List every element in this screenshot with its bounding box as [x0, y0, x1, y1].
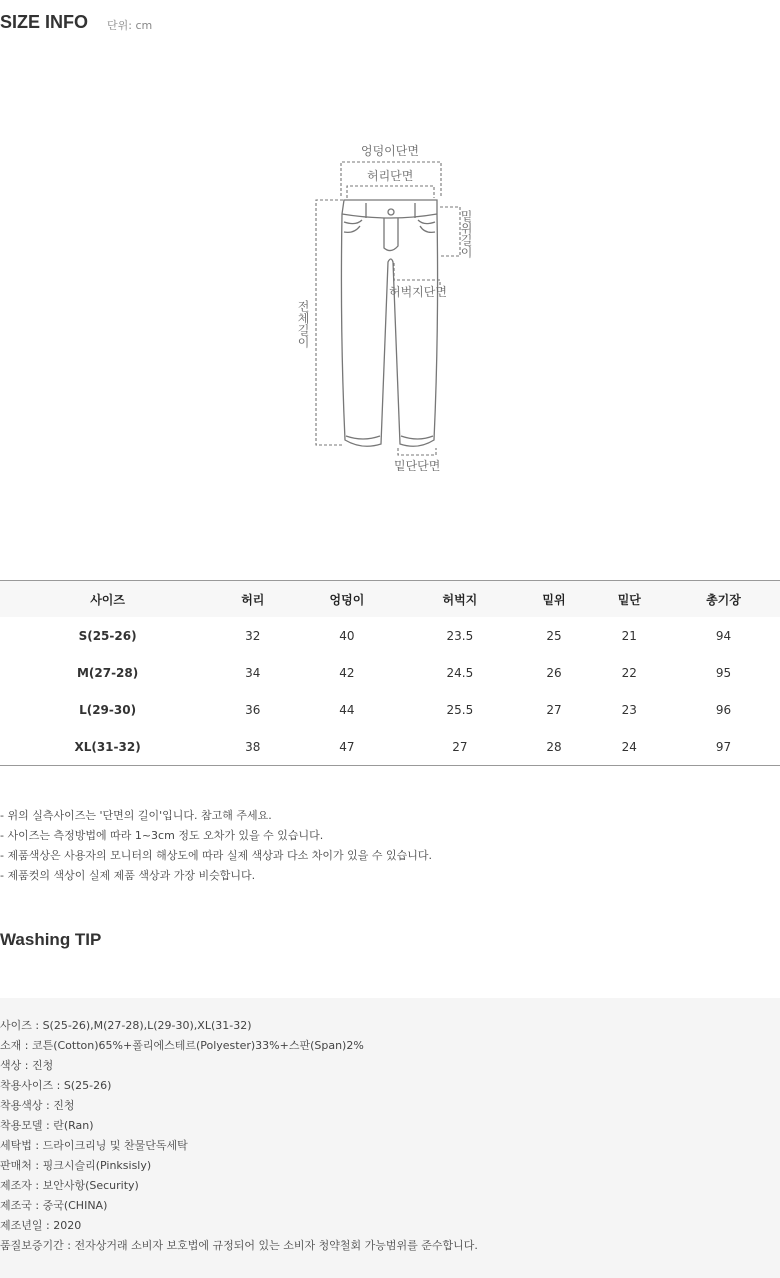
product-info-box — [0, 998, 780, 1278]
table-cell: 44 — [339, 702, 355, 717]
table-cell: 34 — [245, 665, 261, 680]
table-cell: 47 — [339, 739, 355, 754]
total-length-label: 전체길이 — [296, 300, 310, 348]
table-cell: 28 — [546, 739, 562, 754]
table-cell: 42 — [339, 665, 355, 680]
total-length-measure-line — [316, 200, 343, 445]
info-line: 판매처 : 핑크시슬리(Pinksisly) — [0, 1159, 152, 1172]
table-cell: 32 — [245, 628, 261, 643]
table-cell: 24 — [621, 739, 637, 754]
column-header: 허리 — [215, 581, 290, 618]
info-line: 색상 : 진청 — [0, 1059, 54, 1072]
table-cell: 25 — [546, 628, 562, 643]
table-row — [0, 654, 780, 691]
table-cell: 94 — [715, 628, 732, 643]
info-line: 사이즈 : S(25-26),M(27-28),L(29-30),XL(31-32) — [0, 1019, 252, 1032]
table-row — [0, 617, 780, 654]
table-cell: 21 — [621, 628, 637, 643]
table-cell: S(25-26) — [78, 628, 137, 643]
waist-label: 허리단면 — [367, 169, 414, 183]
info-line: 소재 : 코튼(Cotton)65%+폴리에스테르(Polyester)33%+스판(Span)2% — [0, 1039, 364, 1052]
info-line: 착용색상 : 진청 — [0, 1099, 75, 1112]
table-cell: 23.5 — [446, 628, 474, 643]
table-cell: 24.5 — [446, 665, 474, 680]
table-cell: 25.5 — [446, 702, 474, 717]
table-cell: L(29-30) — [79, 702, 137, 717]
fly-line — [384, 218, 398, 251]
thigh-measure-line — [394, 263, 440, 286]
table-cell: 97 — [715, 739, 732, 754]
info-line: 제조자 : 보안사항(Security) — [0, 1179, 139, 1192]
table-row — [0, 691, 780, 728]
table-cell: 23 — [621, 702, 637, 717]
size-notes — [0, 806, 432, 886]
info-line: 착용사이즈 : S(25-26) — [0, 1079, 112, 1092]
table-cell: 96 — [715, 702, 732, 717]
rise-label: 밑위길이 — [459, 210, 473, 258]
waist-measure-line — [347, 186, 434, 198]
size-table-header — [0, 581, 780, 618]
table-cell: 27 — [452, 739, 468, 754]
column-header: 허벅지 — [403, 581, 516, 618]
column-header: 총기장 — [667, 581, 780, 618]
column-header: 밑단 — [592, 581, 667, 618]
pants-outline — [341, 200, 437, 446]
table-cell: 38 — [245, 739, 261, 754]
info-line: 제조국 : 중국(CHINA) — [0, 1199, 108, 1212]
table-cell: 27 — [546, 702, 562, 717]
table-cell: M(27-28) — [76, 665, 139, 680]
pants-size-diagram — [270, 135, 510, 480]
table-cell: 40 — [339, 628, 355, 643]
table-cell: XL(31-32) — [74, 739, 141, 754]
table-cell: 95 — [715, 665, 732, 680]
hip-label: 엉덩이단면 — [361, 144, 419, 158]
info-line: 제조년일 : 2020 — [0, 1219, 82, 1232]
size-info-title: SIZE INFO — [0, 12, 89, 32]
table-cell: 26 — [546, 665, 562, 680]
hem-measure-line — [398, 448, 436, 455]
note-line: - 사이즈는 측정방법에 따라 1~3cm 정도 오차가 있을 수 있습니다. — [0, 829, 324, 842]
right-pocket — [418, 220, 435, 232]
washing-tip-title: Washing TIP — [0, 930, 102, 949]
column-header: 사이즈 — [0, 581, 215, 618]
info-line: 세탁법 : 드라이크리닝 및 찬물단독세탁 — [0, 1139, 188, 1152]
rise-measure-line — [440, 207, 460, 256]
column-header: 밑위 — [516, 581, 591, 618]
note-line: - 제품색상은 사용자의 모니터의 해상도에 따라 실제 색상과 다소 차이가 있을 수 있습니다. — [0, 849, 432, 862]
column-header: 엉덩이 — [290, 581, 403, 618]
info-line: 품질보증기간 : 전자상거래 소비자 보호법에 규정되어 있는 소비자 청약철회 가능범위를 준수합니다. — [0, 1239, 478, 1252]
info-line: 착용모델 : 란(Ran) — [0, 1119, 94, 1132]
note-line: - 위의 실측사이즈는 '단면의 길이'입니다. 참고해 주세요. — [0, 809, 272, 822]
note-line: - 제품컷의 색상이 실제 제품 색상과 가장 비슷합니다. — [0, 869, 256, 882]
size-table — [0, 580, 780, 766]
hem-label: 밑단단면 — [394, 459, 441, 473]
left-pocket — [344, 220, 362, 232]
table-row — [0, 728, 780, 766]
thigh-label: 허벅지단면 — [389, 285, 447, 299]
unit-label: 단위: cm — [107, 19, 153, 32]
table-cell: 22 — [621, 665, 637, 680]
table-cell: 36 — [245, 702, 261, 717]
